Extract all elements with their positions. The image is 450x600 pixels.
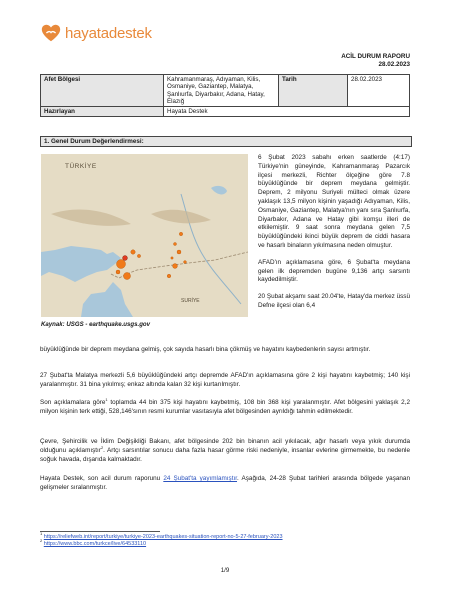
map-caption: Kaynak: USGS - earthquake.usgs.gov bbox=[41, 321, 151, 328]
brand-name: hayatadestek bbox=[65, 24, 152, 42]
page-number: 1/9 bbox=[220, 567, 230, 574]
map-label-syria: SURİYE bbox=[181, 298, 200, 304]
paragraph-6 bbox=[40, 438, 410, 464]
region-value: Kahramanmaraş, Adıyaman, Kilis, Osmaniye, Gaziantep, Malatya, Şanlıurfa, Diyarbakır, Adana, Hatay, Elazığ bbox=[164, 75, 279, 107]
paragraph-7 bbox=[40, 475, 410, 493]
paragraph-1: 6 Şubat 2023 sabahı erken saatlerde (4:17) Türkiye'nin güneyinde, Kahramanmaraş Pazarcık ilçesi merkezli, Richter ölçeğine göre 7.8 büyüklüğünde bir deprem meydana gelmiştir. Deprem, 2 milyonu Suriyeli mülteci olmak üzere yaklaşık 13,5 milyon kişinin yaşadığı Adıyaman, Kilis, Osmaniye, Gaziantep, Malatya'nın yanı sıra Şanlıurfa, Diyarbakır, Adana ve Hatay gibi komşu illeri de etkilemiştir. 9 saat sonra meydana gelen 7,5 büyüklüğündeki ikinci büyük deprem de ciddi hasara ve hasarlı binaların yıkılmasına neden olmuştur. bbox=[258, 154, 410, 249]
footnote-divider bbox=[40, 531, 160, 532]
paragraph-4-block bbox=[40, 372, 410, 390]
paragraph-5 bbox=[40, 396, 410, 417]
table-row bbox=[41, 75, 410, 107]
map-label-turkey: TÜRKİYE bbox=[65, 163, 97, 170]
brand-logo bbox=[40, 22, 152, 44]
heart-hand-logo-icon bbox=[40, 22, 62, 44]
previous-report-link[interactable]: 24 Şubat'ta yayımlamıştır bbox=[163, 475, 238, 482]
earthquake-map bbox=[41, 154, 248, 317]
paragraph-5-end: toplamda 44 bin 375 kişi hayatını kaybetmiş, 108 bin 368 kişi yaralanmıştır. Afet bölgesini yaklaşık 2,2 milyon kişinin terk ettiği, 528,146'sının resmi kurumlar vasıtasıyla afet bölgesinden ayrıldığı tahmin edilmektedir. bbox=[40, 399, 410, 415]
footnote-1-link[interactable]: https://reliefweb.int/report/turkiye/turkiye-2023-earthquakes-situation-report-no-5-27-february-2023 bbox=[43, 534, 283, 540]
footnote-ref-2[interactable]: 2 bbox=[100, 444, 104, 450]
paragraph-7-end: . Aşağıda, 24-28 Şubat tarihleri arasında bölgede yaşanan gelişmeler sıralanmıştır. bbox=[40, 475, 410, 491]
paragraph-3-start: 20 Şubat akşamı saat 20.04'te, Hatay'da merkez üssü Defne ilçesi olan 6,4 bbox=[258, 293, 410, 309]
paragraph-5-start: Son açıklamalara göre bbox=[40, 399, 106, 406]
info-table bbox=[40, 74, 410, 117]
table-row bbox=[41, 107, 410, 117]
report-header bbox=[341, 53, 410, 69]
paragraph-6-start: Çevre, Şehircilik ve İklim Değişikliği Bakanı, afet bölgesinde 202 bin binanın acil yıkılacak, ağır hasarlı veya yıkık durumda olduğunu açıklamıştır bbox=[40, 438, 410, 454]
intro-column bbox=[258, 154, 410, 311]
prepared-value: Hayata Destek bbox=[164, 107, 410, 117]
footnote-2-link[interactable]: https://www.bbc.com/turkce/live/64533110 bbox=[43, 541, 147, 547]
paragraph-7-block bbox=[40, 475, 410, 493]
epicenter-marker bbox=[123, 256, 128, 261]
prepared-label: Hazırlayan bbox=[41, 107, 164, 117]
paragraph-6-block bbox=[40, 438, 410, 464]
map-graphic bbox=[41, 154, 248, 317]
paragraph-3-continued: büyüklüğünde bir deprem meydana gelmiş, çok sayıda hasarlı bina çökmüş ve hayatını kaybedenlerin sayısı artmıştır. bbox=[40, 346, 371, 353]
date-value: 28.02.2023 bbox=[348, 75, 410, 107]
footnote-ref-1[interactable]: 1 bbox=[105, 396, 108, 402]
footnote-2: $^2$ https://www.bbc.com/turkce/live/64533110 bbox=[40, 538, 147, 547]
paragraph-7-start: Hayata Destek, son acil durum raporunu bbox=[40, 475, 164, 482]
paragraph-5-block bbox=[40, 396, 410, 417]
region-label: Afet Bölgesi bbox=[41, 75, 164, 107]
paragraph-6-end: . Artçı sarsıntılar sonucu daha fazla hasar görme riski nedeniyle, insanlar evlerine girmemekte, bu nedenle soğuk havada, dışarıda kalmaktadır. bbox=[40, 446, 410, 463]
footnotes bbox=[40, 531, 283, 548]
report-date: 28.02.2023 bbox=[378, 61, 410, 68]
section-heading: 1. Genel Durum Değerlendirmesi: bbox=[40, 136, 412, 147]
paragraph-2: AFAD'ın açıklamasına göre, 6 Şubat'ta meydana gelen ilk depremden bugüne 9,136 artçı sarsıntı kaydedilmiştir. bbox=[258, 258, 410, 284]
paragraph-4: 27 Şubat'ta Malatya merkezli 5,6 büyüklüğündeki artçı depremde AFAD'ın açıklamasına göre 2 kişi hayatını kaybetmiş; 140 kişi yaralanmıştır. 31 bina yıkılmış; enkaz altında kalan 32 kişi kurtarılmıştır. bbox=[40, 372, 410, 388]
footnote-1: $^1$ https://reliefweb.int/report/turkiye/turkiye-2023-earthquakes-situation-report-no-5-27-february-2023 bbox=[40, 531, 283, 540]
paragraph-3-continued-block bbox=[40, 346, 410, 355]
report-title: ACİL DURUM RAPORU bbox=[341, 53, 410, 60]
date-label: Tarih bbox=[279, 75, 348, 107]
land-area bbox=[41, 154, 248, 317]
